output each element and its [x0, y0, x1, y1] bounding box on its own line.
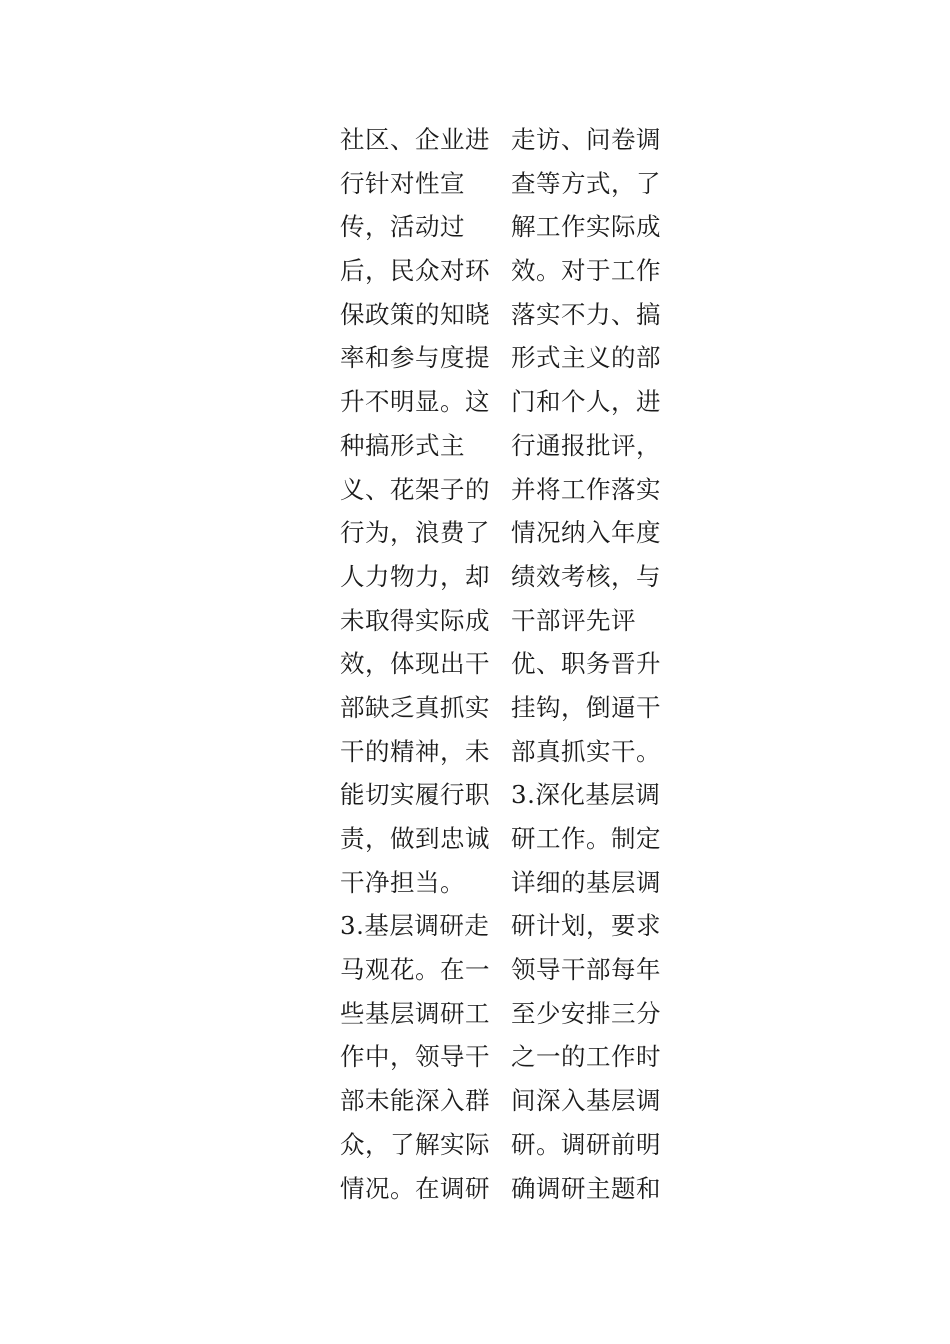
text-line: 干部评先评	[511, 605, 636, 635]
text-line: 社区、企业进	[340, 125, 490, 154]
text-line: 马观花。在一	[340, 955, 490, 985]
text-line: 传，活动过	[340, 212, 465, 242]
text-line: 未取得实际成	[340, 605, 490, 635]
text-line: 能切实履行职	[340, 780, 490, 810]
text-line: 些基层调研工	[340, 998, 490, 1028]
text-line: 部未能深入群	[340, 1086, 490, 1116]
text-line: 解工作实际成	[511, 212, 661, 242]
text-line: 部缺乏真抓实	[340, 692, 490, 722]
left-text-column	[340, 118, 498, 1210]
text-line: 绩效考核，与	[511, 561, 661, 591]
text-line: 形式主义的部	[511, 343, 661, 373]
text-line: 确调研主题和	[511, 1173, 661, 1203]
text-line: 干净担当。	[340, 867, 465, 897]
text-line: 3.深化基层调	[511, 780, 661, 810]
text-line: 研。调研前明	[511, 1129, 661, 1159]
text-line: 落实不力、搞	[511, 299, 661, 329]
text-line: 走访、问卷调	[511, 125, 661, 154]
text-line: 领导干部每年	[511, 955, 661, 985]
text-line: 并将工作落实	[511, 474, 661, 504]
text-line: 间深入基层调	[511, 1086, 661, 1116]
text-line: 效。对于工作	[511, 256, 661, 286]
text-line: 情况。在调研	[340, 1173, 490, 1203]
text-line: 详细的基层调	[511, 867, 661, 897]
text-line: 优、职务晋升	[511, 649, 661, 679]
text-line: 率和参与度提	[340, 343, 490, 373]
text-line: 升不明显。这	[340, 387, 490, 417]
text-line: 效，体现出干	[340, 649, 490, 679]
text-line: 研计划，要求	[511, 911, 661, 941]
text-line: 至少安排三分	[511, 998, 661, 1028]
text-line: 人力物力，却	[340, 561, 490, 591]
text-line: 责，做到忠诚	[340, 824, 490, 853]
text-line: 查等方式，了	[511, 168, 661, 198]
text-line: 挂钩，倒逼干	[511, 692, 661, 722]
text-line: 作中，领导干	[340, 1042, 490, 1072]
text-line: 情况纳入年度	[511, 518, 661, 548]
text-line: 研工作。制定	[511, 824, 661, 853]
text-line: 后，民众对环	[340, 256, 490, 286]
text-line: 行为，浪费了	[340, 518, 490, 548]
text-line: 义、花架子的	[340, 474, 490, 504]
right-text-column	[511, 118, 669, 1210]
text-line: 行针对性宣	[340, 168, 465, 198]
text-line: 之一的工作时	[511, 1042, 661, 1072]
text-line: 种搞形式主	[340, 430, 465, 460]
text-line: 部真抓实干。	[511, 736, 661, 766]
text-line: 门和个人，进	[511, 387, 661, 417]
text-line: 行通报批评，	[511, 430, 661, 460]
text-line: 干的精神，未	[340, 736, 490, 766]
text-line: 保政策的知晓	[340, 299, 490, 329]
text-line: 3.基层调研走	[340, 911, 490, 941]
text-line: 众，了解实际	[340, 1129, 490, 1159]
